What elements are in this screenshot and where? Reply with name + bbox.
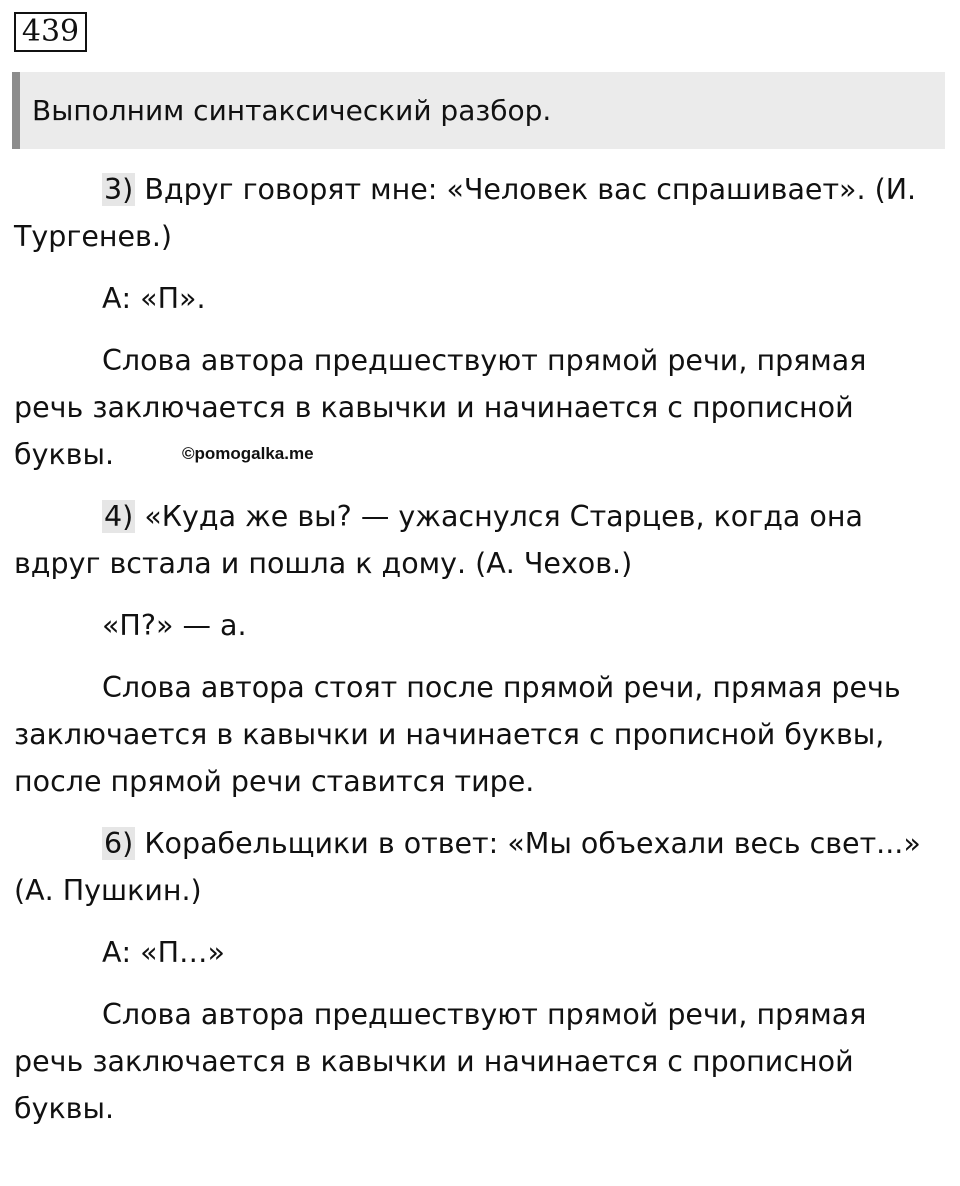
sentence-text: Вдруг говорят мне: «Человек вас спрашивает». (И. Тургенев.) [14, 173, 917, 253]
watermark: ©pomogalka.me [182, 444, 314, 463]
answer-content [14, 166, 944, 1147]
explanation-4: Слова автора стоят после прямой речи, прямая речь заключается в кавычки и начинается с прописной буквы, после прямой речи ставится тире. [14, 671, 901, 798]
scheme-6: А: «П…» [102, 936, 225, 969]
sentence-text: Корабельщики в ответ: «Мы объехали весь свет...» (А. Пушкин.) [14, 827, 921, 907]
task-header: Выполним синтаксический разбор. [12, 72, 945, 149]
explanation-6: Слова автора предшествуют прямой речи, прямая речь заключается в кавычки и начинается с прописной буквы. [14, 998, 867, 1125]
explanation-3: Слова автора предшествуют прямой речи, прямая речь заключается в кавычки и начинается с прописной буквы. [14, 344, 867, 471]
sentence-6 [14, 820, 944, 914]
item-number: 4) [104, 500, 134, 533]
exercise-number: 439 [14, 12, 87, 52]
item-number: 3) [104, 173, 134, 206]
sentence-4 [14, 493, 944, 587]
sentence-text: «Куда же вы? — ужаснулся Старцев, когда она вдруг встала и пошла к дому. (А. Чехов.) [14, 500, 863, 580]
scheme-4: «П?» — а. [102, 609, 247, 642]
item-number: 6) [104, 827, 134, 860]
scheme-3: А: «П». [102, 282, 206, 315]
sentence-3 [14, 166, 944, 260]
